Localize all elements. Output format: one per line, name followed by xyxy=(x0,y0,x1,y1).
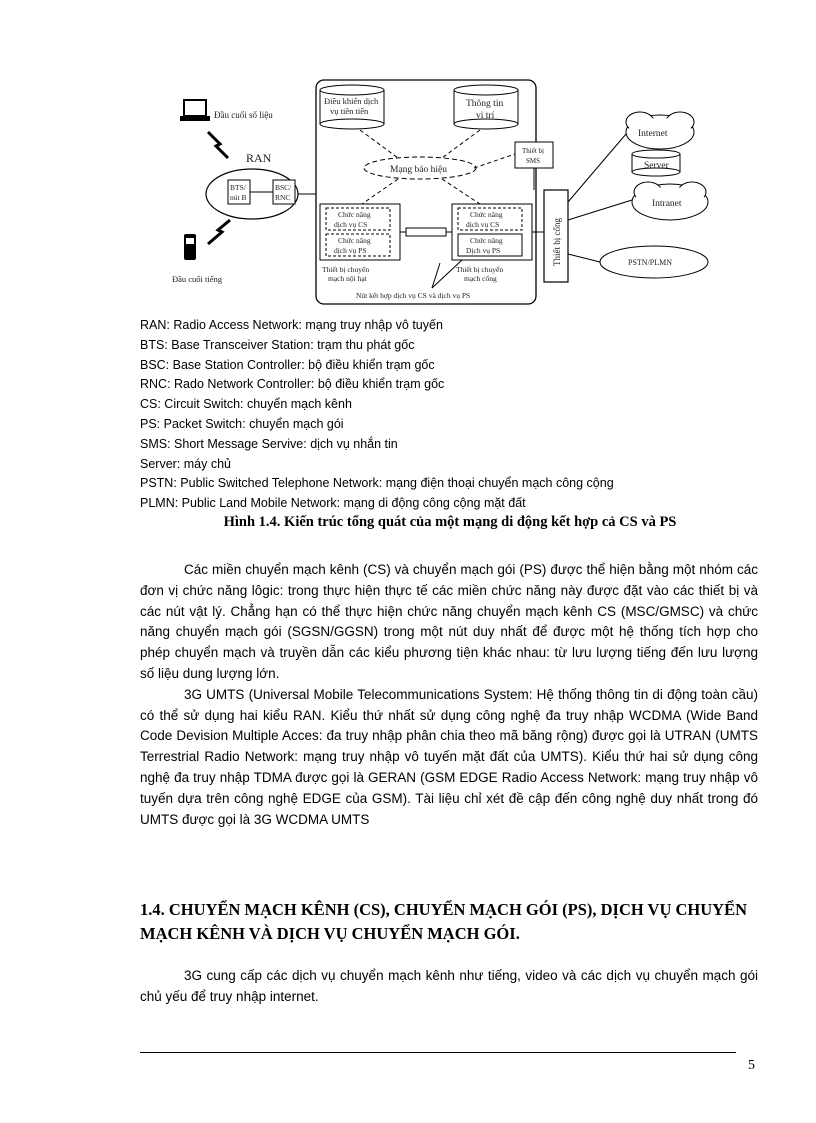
wireless-link-icon xyxy=(208,132,228,158)
bts-label-line2: nút B xyxy=(230,193,247,202)
ps-function-left-label: Chức năng xyxy=(338,236,371,245)
paragraph: 3G cung cấp các dịch vụ chuyển mạch kênh như tiếng, video và các dịch vụ chuyển mạch gói chủ yếu để truy nhập internet. xyxy=(140,968,758,1004)
location-info-label: Thông tin xyxy=(466,99,504,109)
sms-device-label-line2: SMS xyxy=(526,157,541,165)
bsc-label-line2: RNC xyxy=(275,193,291,202)
wireless-link-icon xyxy=(208,220,230,244)
gateway-switch-label: Thiết bị chuyển xyxy=(456,265,504,274)
section-body xyxy=(140,966,758,1008)
abbreviation-item: RNC: Rado Network Controller: bộ điều khiển trạm gốc xyxy=(140,377,445,392)
voice-terminal-label: Đầu cuối tiếng xyxy=(172,274,223,284)
cs-function-right-label: Chức năng xyxy=(470,210,503,219)
local-switch-label: Thiết bị chuyển xyxy=(322,265,370,274)
footer-divider xyxy=(140,1052,736,1053)
signaling-network-label: Mạng báo hiệu xyxy=(390,165,447,175)
bsc-label: BSC/ xyxy=(275,183,292,192)
data-terminal-label: Đầu cuối số liệu xyxy=(214,110,273,120)
network-architecture-figure xyxy=(170,70,730,310)
intranet-label: Intranet xyxy=(652,199,682,209)
abbreviation-item: CS: Circuit Switch: chuyển mạch kênh xyxy=(140,397,352,412)
internet-label: Internet xyxy=(638,129,668,139)
abbreviation-item: PS: Packet Switch: chuyển mạch gói xyxy=(140,416,344,431)
local-switch-label-line2: mạch nội hạt xyxy=(328,274,367,283)
gateway-switch-label-line2: mạch cổng xyxy=(464,274,497,283)
mobile-phone-icon xyxy=(184,234,196,260)
server-label: Server xyxy=(644,161,669,171)
combined-node-label: Nút kết hợp dịch vụ CS và dịch vụ PS xyxy=(356,291,471,300)
architecture-diagram xyxy=(170,70,730,310)
advanced-control-label: Điều khiển dịch xyxy=(324,96,379,106)
sms-device-label: Thiết bị xyxy=(522,147,544,155)
section-heading: 1.4. CHUYỂN MẠCH KÊNH (CS), CHUYỂN MẠCH GÓI (PS), DỊCH VỤ CHUYỂN MẠCH KÊNH VÀ DỊCH VỤ CHUYỂN MẠCH GÓI. xyxy=(140,900,747,943)
abbreviation-item: Server: máy chủ xyxy=(140,456,232,471)
cs-function-left-label-line2: dịch vụ CS xyxy=(334,220,368,229)
abbreviation-item: PLMN: Public Land Mobile Network: mạng di động công cộng mặt đất xyxy=(140,496,526,511)
abbreviation-item: RAN: Radio Access Network: mạng truy nhập vô tuyến xyxy=(140,318,443,332)
location-info-label-line2: vị trí xyxy=(476,111,495,121)
cs-function-right-label-line2: dịch vụ CS xyxy=(466,220,500,229)
page-number: 5 xyxy=(748,1058,755,1073)
paragraph: Các miền chuyển mạch kênh (CS) và chuyển mạch gói (PS) được thể hiện bằng một nhóm các đơn vị chức năng lôgic: trong thực hiện thực tế các miền chức năng này được đặt vào các thiết bị và các nút vật lý. Chẳng hạn có thể thực hiện chức năng chuyển mạch kênh CS (MSC/GMSC) và chức năng chuyển mạch gói (SGSN/GGSN) trong một nút duy nhất để được một hệ thống tích hợp cho phép chuyển mạch và truyền dẫn các kiểu phương tiện khác nhau: từ lưu lượng tiếng đến lưu lượng số liệu dung lượng lớn. xyxy=(140,562,758,681)
body-text-block xyxy=(140,560,758,830)
ps-function-right-label-line2: Dịch vụ PS xyxy=(466,246,501,255)
pstn-plmn-label: PSTN/PLMN xyxy=(628,258,673,267)
ps-function-right-label: Chức năng xyxy=(470,236,503,245)
paragraph: 3G UMTS (Universal Mobile Telecommunications System: Hệ thống thông tin di động toàn cầu) có thể sử dụng hai kiểu RAN. Kiểu thứ nhất sử dụng công nghệ đa truy nhập WCDMA (Wide Band Code Devision Multiple Acces: đa truy nhập phân chia theo mã băng rộng) được gọi là UTRAN (UMTS Terrestrial Radio Network: mạng truy nhập vô tuyến mặt đất của UMTS). Kiểu thứ hai sử dụng công nghệ đa truy nhập TDMA được gọi là GERAN (GSM EDGE Radio Access Network: mạng truy nhập vô tuyến dựa trên công nghệ EDGE của GSM). Tài liệu chỉ xét đề cập đến công nghệ duy nhất trong đó UMTS được gọi là 3G WCDMA UMTS xyxy=(140,686,758,827)
abbreviation-item: BTS: Base Transceiver Station: trạm thu phát gốc xyxy=(140,337,415,352)
bts-label: BTS/ xyxy=(230,183,246,192)
ran-label: RAN xyxy=(246,151,272,165)
advanced-control-label-line2: vụ tiên tiến xyxy=(330,106,369,116)
switch-interconnect xyxy=(406,228,446,236)
gateway-device-label: Thiết bị cổng xyxy=(552,218,562,266)
abbreviation-list xyxy=(140,316,700,514)
ps-function-left-label-line2: dịch vụ PS xyxy=(334,246,367,255)
cs-function-left-label: Chức năng xyxy=(338,210,371,219)
figure-caption: Hình 1.4. Kiến trúc tổng quát của một mạng di động kết hợp cả CS và PS xyxy=(223,514,677,530)
abbreviation-item: SMS: Short Message Servive: dịch vụ nhắn tin xyxy=(140,436,398,451)
abbreviation-item: BSC: Base Station Controller: bộ điều khiển trạm gốc xyxy=(140,357,435,372)
laptop-icon xyxy=(180,100,210,121)
abbreviation-item: PSTN: Public Switched Telephone Network: mạng điện thoại chuyển mạch công cộng xyxy=(140,476,614,491)
